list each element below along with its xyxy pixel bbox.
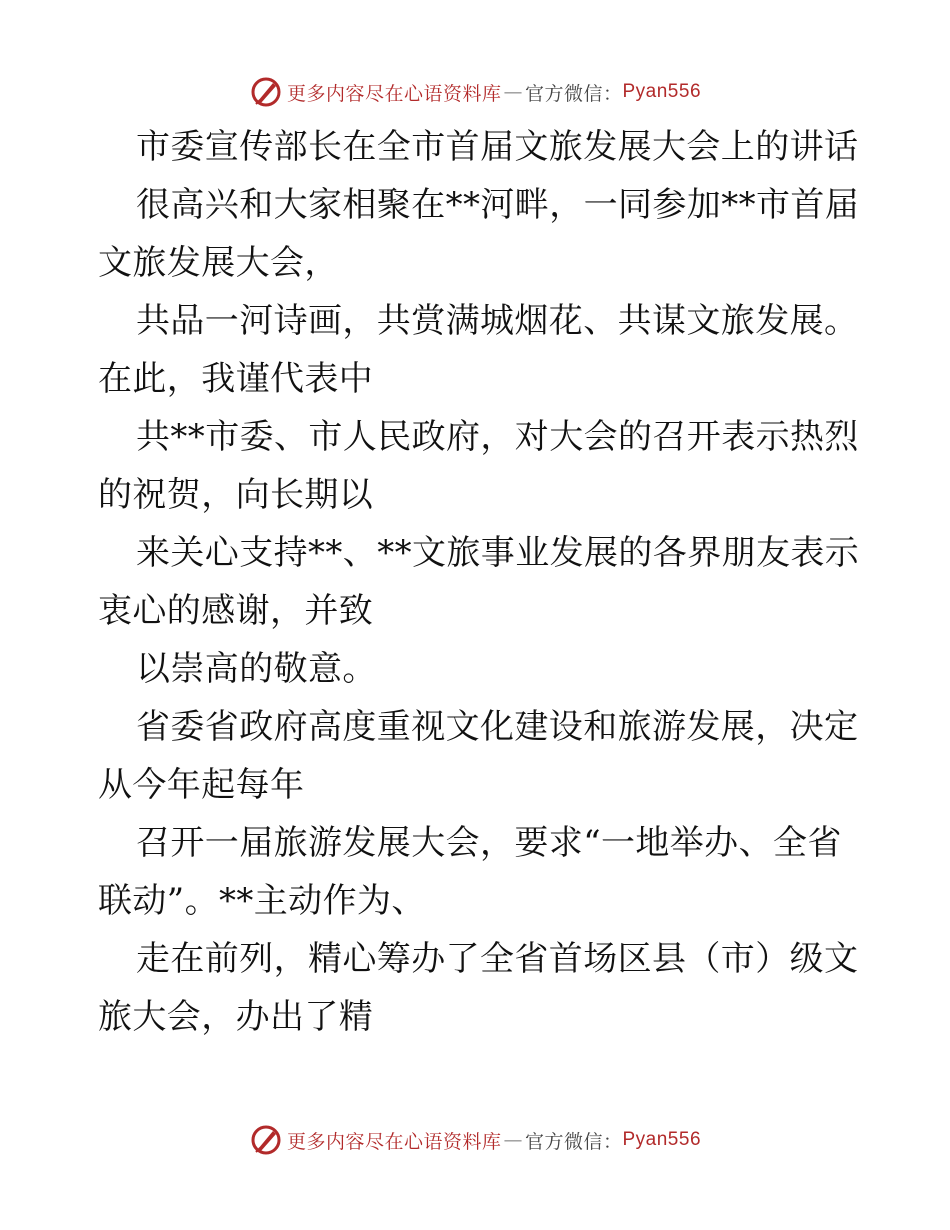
text-line: 文旅发展大会， [98,243,339,283]
text-line: 走在前列，精心筹办了全省首场区县（市）级文 [136,939,859,979]
text-line: 共品一河诗画，共赏满城烟花、共谋文旅发展。 [136,301,859,341]
banner-text: 更多内容尽在心语资料库 [286,1130,502,1153]
text-line: 从今年起每年 [98,765,305,805]
banner-text: 更多内容尽在心语资料库 [286,82,502,105]
text-line: 很高兴和大家相聚在**河畔，一同参加**市首届 [136,185,860,225]
text-line: 旅大会，办出了精 [98,997,374,1037]
text-line: 召开一届旅游发展大会，要求“一地举办、全省 [136,823,842,863]
banner-wechat-id: Pyan556 [622,1129,702,1150]
banner-wechat-label: 官方微信： [524,82,623,105]
document-title: 市委宣传部长在全市首届文旅发展大会上的讲话 [136,127,859,167]
footer-banner [0,1120,950,1160]
banner-wechat-label: 官方微信： [524,1130,623,1153]
header-banner [0,72,950,112]
quill-logo-icon [249,75,283,109]
quill-logo-icon [249,1123,283,1157]
text-line: 共**市委、市人民政府，对大会的召开表示热烈 [136,417,859,457]
text-line: 联动”。**主动作为、 [98,881,426,921]
text-line: 来关心支持**、**文旅事业发展的各界朋友表示 [136,533,860,573]
text-line: 的祝贺，向长期以 [98,475,374,515]
banner-separator: — [503,1129,523,1151]
text-line: 省委省政府高度重视文化建设和旅游发展，决定 [136,707,859,747]
text-line: 衷心的感谢，并致 [98,591,374,631]
banner-wechat-id: Pyan556 [622,81,702,102]
text-line: 以崇高的敬意。 [136,649,377,689]
document-body [98,118,858,1046]
text-line: 在此，我谨代表中 [98,359,374,399]
banner-separator: — [503,81,523,103]
